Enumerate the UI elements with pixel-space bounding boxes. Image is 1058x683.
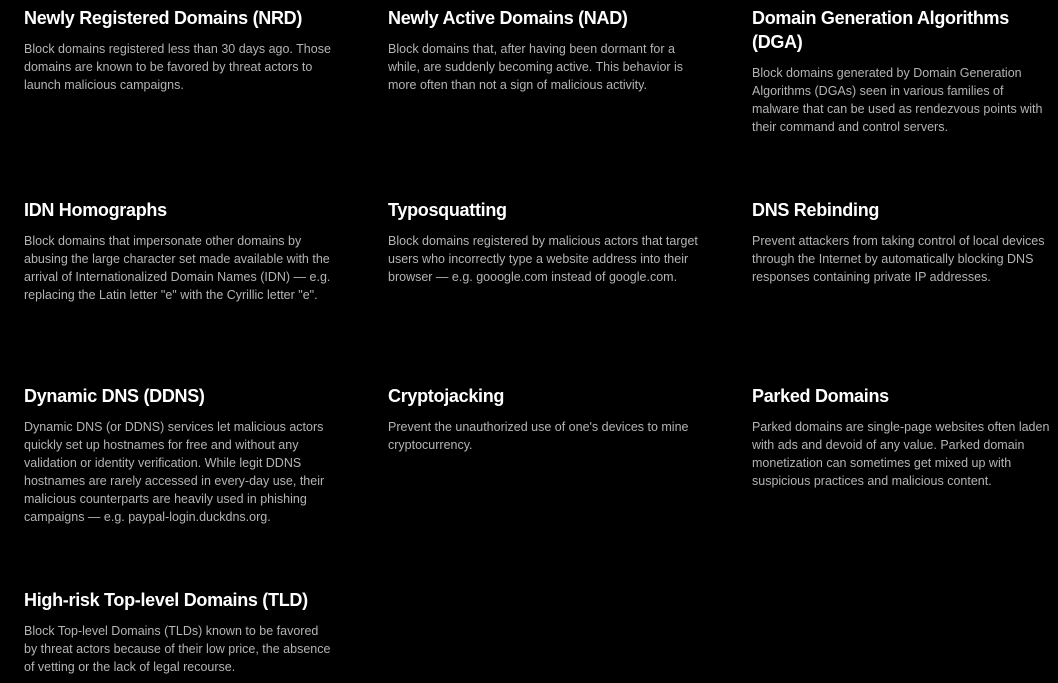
feature-title: DNS Rebinding (752, 200, 880, 220)
feature-dns-rebinding (752, 198, 1058, 286)
feature-nrd (24, 6, 334, 94)
feature-title: Newly Active Domains (NAD) (388, 8, 628, 28)
feature-description: Block domains that, after having been dormant for a while, are suddenly becoming active. This behavior is more often than not a sign of malicious activity. (388, 42, 684, 92)
feature-dga (752, 6, 1052, 136)
feature-description: Block domains registered less than 30 days ago. Those domains are known to be favored by threat actors to launch malicious campaigns. (24, 42, 331, 92)
feature-description: Prevent the unauthorized use of one's devices to mine cryptocurrency. (388, 420, 689, 452)
feature-nad (388, 6, 698, 94)
feature-description: Prevent attackers from taking control of local devices through the Internet by automatically blocking DNS responses containing private IP addresses. (752, 234, 1045, 284)
feature-title: Dynamic DNS (DDNS) (24, 386, 205, 406)
feature-title: Cryptojacking (388, 386, 505, 406)
feature-idn-homographs (24, 198, 334, 304)
feature-title: Newly Registered Domains (NRD) (24, 8, 303, 28)
feature-description: Block domains registered by malicious actors that target users who incorrectly type a website address into their browser — e.g. gooogle.com instead of google.com. (388, 234, 698, 284)
feature-title: IDN Homographs (24, 200, 167, 220)
feature-description: Block Top-level Domains (TLDs) known to be favored by threat actors because of their low price, the absence of vetting or the lack of legal recourse. (24, 624, 331, 674)
feature-description: Block domains generated by Domain Generation Algorithms (DGAs) seen in various families of malware that can be used as rendezvous points with their command and control servers. (752, 66, 1043, 134)
feature-title: Typosquatting (388, 200, 507, 220)
feature-title: High-risk Top-level Domains (TLD) (24, 590, 308, 610)
feature-typosquatting (388, 198, 698, 286)
feature-high-risk-tld (24, 588, 334, 676)
feature-cryptojacking (388, 384, 698, 454)
feature-parked-domains (752, 384, 1058, 490)
feature-description: Parked domains are single-page websites often laden with ads and devoid of any value. Parked domain monetization can sometimes get mixed up with suspicious practices and malicious content. (752, 420, 1050, 488)
feature-ddns (24, 384, 334, 526)
feature-description: Dynamic DNS (or DDNS) services let malicious actors quickly set up hostnames for free and without any validation or identity verification. While legit DDNS hostnames are rarely accessed in every-day use, their malicious counterparts are heavily used in phishing campaigns — e.g. paypal-login.duckdns.org. (24, 420, 325, 524)
feature-title: Domain Generation Algorithms (DGA) (752, 8, 1009, 52)
feature-description: Block domains that impersonate other domains by abusing the large character set made available with the arrival of Internationalized Domain Names (IDN) — e.g. replacing the Latin letter "e" with the Cyrillic letter "е". (24, 234, 331, 302)
feature-title: Parked Domains (752, 386, 889, 406)
